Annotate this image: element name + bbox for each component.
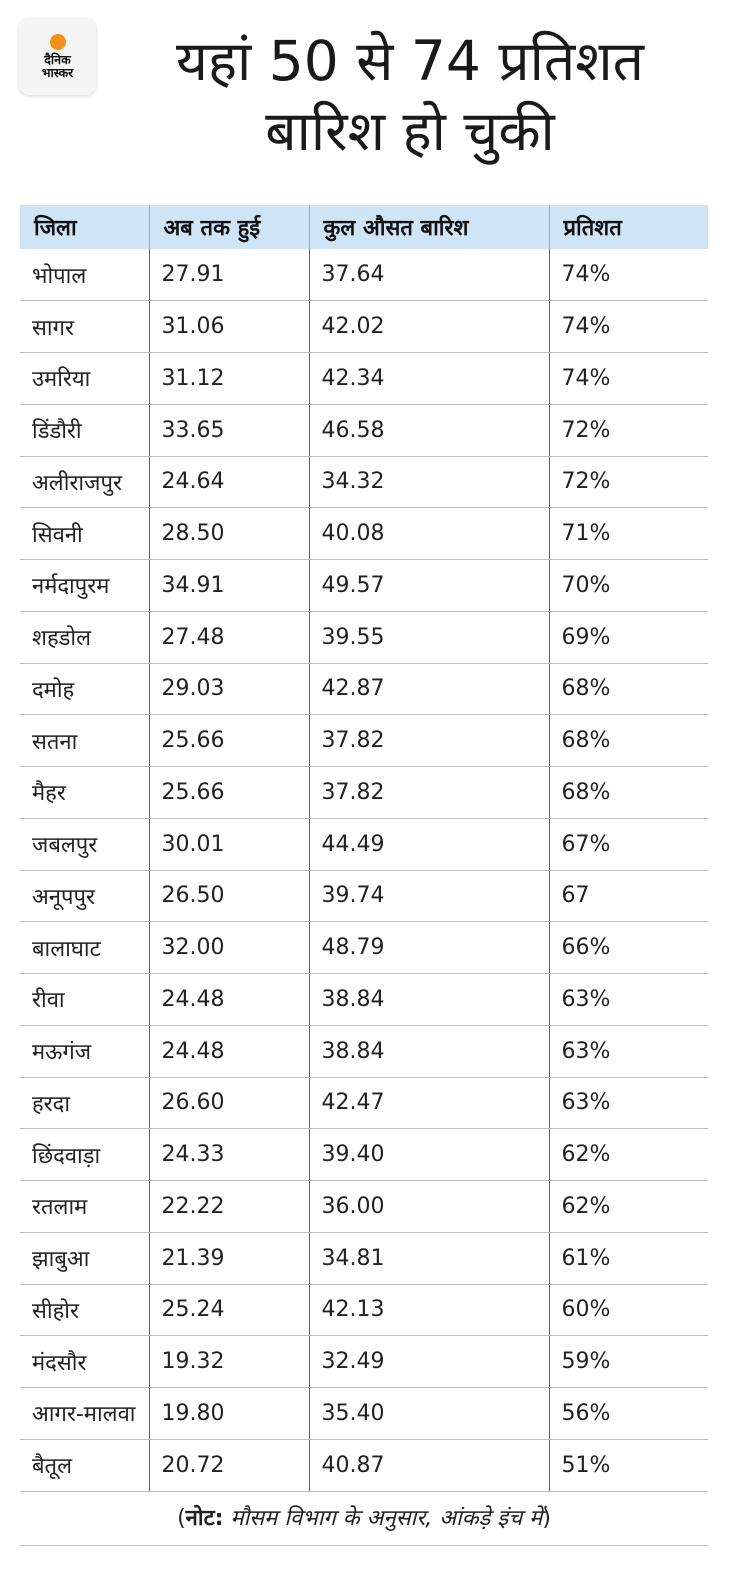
cell-rain-so-far: 24.48 — [149, 1025, 309, 1077]
cell-district: अनूपपुर — [20, 870, 149, 922]
cell-district: उमरिया — [20, 353, 149, 405]
cell-rain-so-far: 26.50 — [149, 870, 309, 922]
note-close: ) — [542, 1506, 551, 1531]
table-row — [20, 922, 708, 974]
header-rain-so-far: अब तक हुई — [149, 205, 309, 249]
cell-avg-rain: 37.64 — [309, 249, 549, 301]
cell-percent: 62% — [549, 1181, 708, 1233]
cell-district: दमोह — [20, 663, 149, 715]
cell-district: नर्मदापुरम — [20, 560, 149, 612]
cell-avg-rain: 39.74 — [309, 870, 549, 922]
cell-rain-so-far: 31.12 — [149, 353, 309, 405]
sun-icon — [50, 34, 66, 50]
table-row — [20, 1129, 708, 1181]
table-body — [20, 249, 708, 1491]
table-row — [20, 1284, 708, 1336]
cell-district: बैतूल — [20, 1439, 149, 1491]
cell-avg-rain: 40.08 — [309, 508, 549, 560]
cell-percent: 67 — [549, 870, 708, 922]
footnote — [20, 1502, 708, 1532]
cell-avg-rain: 49.57 — [309, 560, 549, 612]
cell-rain-so-far: 24.48 — [149, 974, 309, 1026]
cell-percent: 70% — [549, 560, 708, 612]
note-open: ( — [177, 1506, 186, 1531]
cell-rain-so-far: 21.39 — [149, 1232, 309, 1284]
footer-divider — [20, 1545, 708, 1546]
cell-district: आगर-मालवा — [20, 1388, 149, 1440]
cell-avg-rain: 48.79 — [309, 922, 549, 974]
table-row — [20, 249, 708, 301]
cell-avg-rain: 37.82 — [309, 767, 549, 819]
cell-percent: 56% — [549, 1388, 708, 1440]
cell-percent: 68% — [549, 715, 708, 767]
cell-percent: 72% — [549, 404, 708, 456]
cell-percent: 74% — [549, 301, 708, 353]
note-text: मौसम विभाग के अनुसार, आंकड़े इंच में — [223, 1506, 543, 1531]
table-row — [20, 1439, 708, 1491]
cell-rain-so-far: 26.60 — [149, 1077, 309, 1129]
cell-avg-rain: 34.81 — [309, 1232, 549, 1284]
cell-avg-rain: 42.34 — [309, 353, 549, 405]
cell-rain-so-far: 33.65 — [149, 404, 309, 456]
table-row — [20, 353, 708, 405]
cell-percent: 71% — [549, 508, 708, 560]
cell-avg-rain: 39.55 — [309, 611, 549, 663]
cell-percent: 67% — [549, 818, 708, 870]
cell-district: हरदा — [20, 1077, 149, 1129]
cell-percent: 59% — [549, 1336, 708, 1388]
cell-district: झाबुआ — [20, 1232, 149, 1284]
table-row — [20, 611, 708, 663]
cell-rain-so-far: 24.64 — [149, 456, 309, 508]
cell-percent: 62% — [549, 1129, 708, 1181]
cell-rain-so-far: 34.91 — [149, 560, 309, 612]
table-row — [20, 1181, 708, 1233]
cell-percent: 74% — [549, 353, 708, 405]
cell-district: शहडोल — [20, 611, 149, 663]
cell-district: जबलपुर — [20, 818, 149, 870]
table-row — [20, 1336, 708, 1388]
cell-district: रतलाम — [20, 1181, 149, 1233]
note-label: नोट: — [185, 1506, 224, 1531]
table-row — [20, 1232, 708, 1284]
table-header-row — [20, 205, 708, 249]
cell-rain-so-far: 19.80 — [149, 1388, 309, 1440]
cell-rain-so-far: 19.32 — [149, 1336, 309, 1388]
cell-percent: 51% — [549, 1439, 708, 1491]
cell-district: मंदसौर — [20, 1336, 149, 1388]
cell-district: बालाघाट — [20, 922, 149, 974]
table-row — [20, 767, 708, 819]
cell-avg-rain: 38.84 — [309, 974, 549, 1026]
cell-district: मऊगंज — [20, 1025, 149, 1077]
cell-avg-rain: 42.47 — [309, 1077, 549, 1129]
table-row — [20, 560, 708, 612]
table-row — [20, 715, 708, 767]
cell-avg-rain: 44.49 — [309, 818, 549, 870]
cell-percent: 69% — [549, 611, 708, 663]
table-row — [20, 870, 708, 922]
cell-district: डिंडौरी — [20, 404, 149, 456]
cell-avg-rain: 46.58 — [309, 404, 549, 456]
table-row — [20, 1388, 708, 1440]
cell-avg-rain: 42.13 — [309, 1284, 549, 1336]
cell-percent: 68% — [549, 663, 708, 715]
cell-avg-rain: 34.32 — [309, 456, 549, 508]
cell-rain-so-far: 25.24 — [149, 1284, 309, 1336]
cell-rain-so-far: 22.22 — [149, 1181, 309, 1233]
header-percent: प्रतिशत — [549, 205, 708, 249]
cell-rain-so-far: 27.48 — [149, 611, 309, 663]
dainik-bhaskar-logo — [19, 18, 96, 95]
table-row — [20, 663, 708, 715]
page-title — [110, 26, 710, 166]
header-avg-rain: कुल औसत बारिश — [309, 205, 549, 249]
cell-avg-rain: 40.87 — [309, 1439, 549, 1491]
cell-rain-so-far: 28.50 — [149, 508, 309, 560]
cell-district: छिंदवाड़ा — [20, 1129, 149, 1181]
table-row — [20, 1025, 708, 1077]
cell-district: मैहर — [20, 767, 149, 819]
cell-rain-so-far: 24.33 — [149, 1129, 309, 1181]
cell-avg-rain: 42.87 — [309, 663, 549, 715]
cell-percent: 66% — [549, 922, 708, 974]
cell-rain-so-far: 25.66 — [149, 715, 309, 767]
header-district: जिला — [34, 216, 77, 241]
cell-percent: 61% — [549, 1232, 708, 1284]
title-line-2: बारिश हो चुकी — [265, 99, 555, 163]
logo-text-line1: दैनिक — [44, 52, 71, 67]
cell-rain-so-far: 31.06 — [149, 301, 309, 353]
cell-avg-rain: 38.84 — [309, 1025, 549, 1077]
cell-percent: 63% — [549, 1077, 708, 1129]
cell-rain-so-far: 32.00 — [149, 922, 309, 974]
cell-percent: 63% — [549, 1025, 708, 1077]
cell-rain-so-far: 29.03 — [149, 663, 309, 715]
cell-avg-rain: 35.40 — [309, 1388, 549, 1440]
cell-avg-rain: 37.82 — [309, 715, 549, 767]
table-row — [20, 818, 708, 870]
cell-percent: 60% — [549, 1284, 708, 1336]
cell-rain-so-far: 30.01 — [149, 818, 309, 870]
cell-avg-rain: 42.02 — [309, 301, 549, 353]
cell-district: सतना — [20, 715, 149, 767]
cell-percent: 74% — [549, 249, 708, 301]
cell-district: भोपाल — [20, 249, 149, 301]
table-row — [20, 404, 708, 456]
cell-percent: 72% — [549, 456, 708, 508]
table-row — [20, 974, 708, 1026]
table-row — [20, 1077, 708, 1129]
cell-district: सिवनी — [20, 508, 149, 560]
title-line-1: यहां 50 से 74 प्रतिशत — [175, 29, 645, 93]
cell-district: रीवा — [20, 974, 149, 1026]
table-row — [20, 456, 708, 508]
cell-percent: 68% — [549, 767, 708, 819]
cell-district: सागर — [20, 301, 149, 353]
cell-rain-so-far: 27.91 — [149, 249, 309, 301]
table-row — [20, 301, 708, 353]
cell-percent: 63% — [549, 974, 708, 1026]
cell-avg-rain: 39.40 — [309, 1129, 549, 1181]
table-row — [20, 508, 708, 560]
logo-text-line2: भास्कर — [41, 65, 74, 80]
cell-district: सीहोर — [20, 1284, 149, 1336]
cell-district: अलीराजपुर — [20, 456, 149, 508]
cell-rain-so-far: 20.72 — [149, 1439, 309, 1491]
rainfall-table — [20, 205, 708, 1492]
cell-rain-so-far: 25.66 — [149, 767, 309, 819]
cell-avg-rain: 36.00 — [309, 1181, 549, 1233]
cell-avg-rain: 32.49 — [309, 1336, 549, 1388]
